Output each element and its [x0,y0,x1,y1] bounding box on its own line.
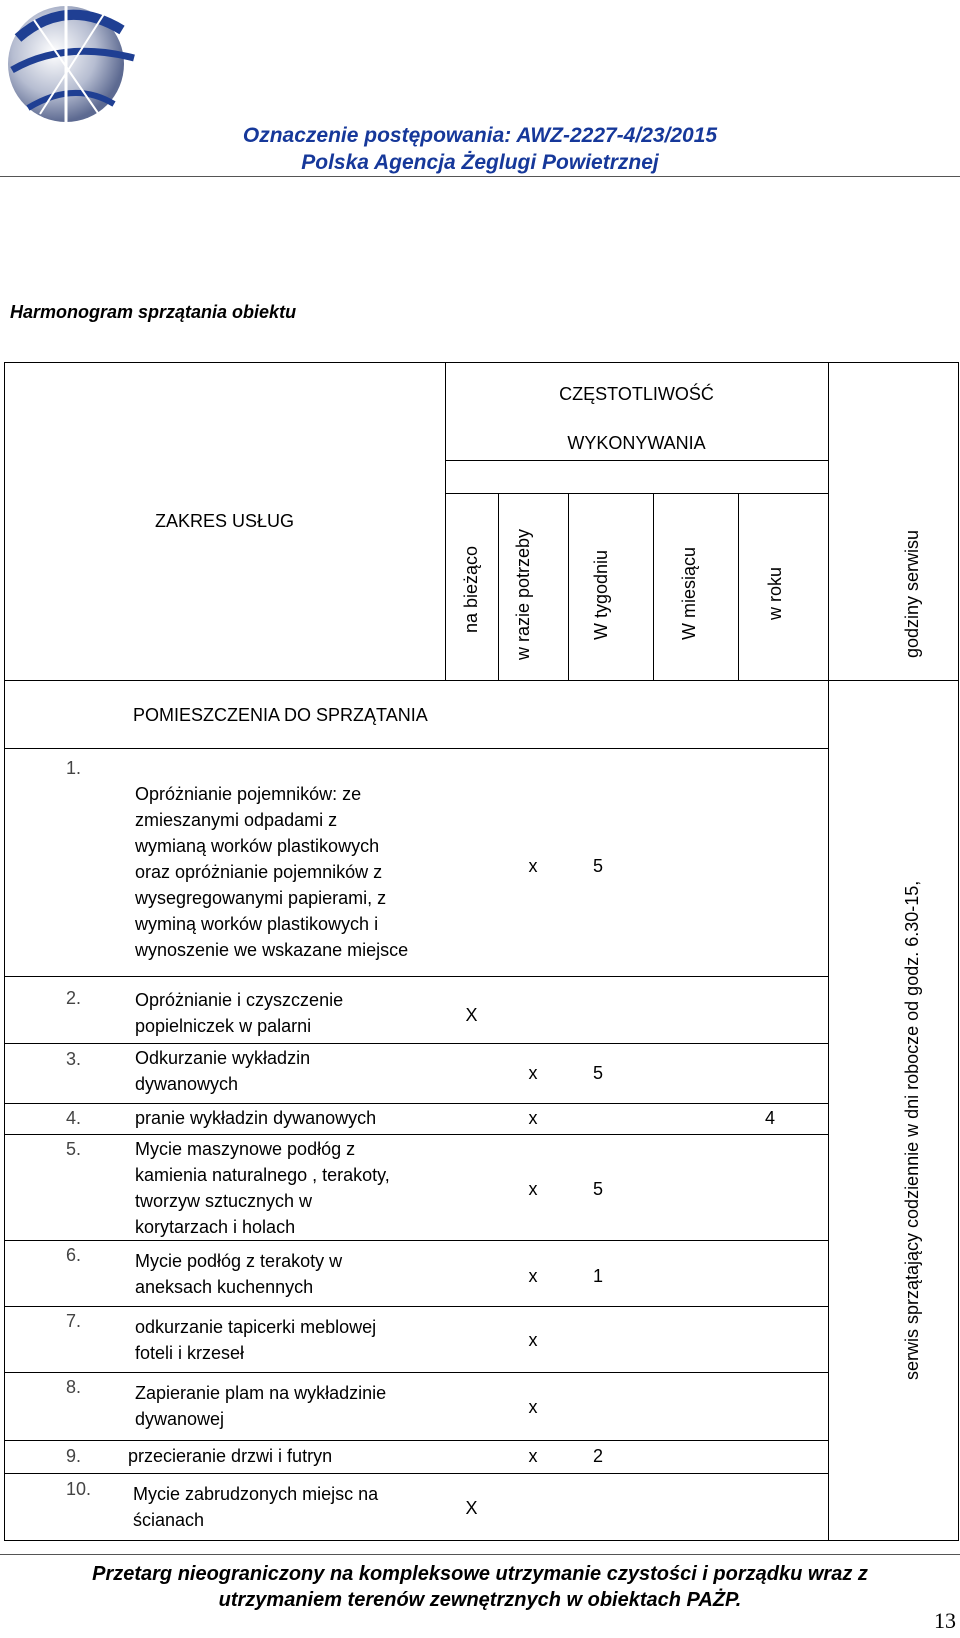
row-number: 7. [66,1311,82,1331]
row-description-line: oraz opróżnianie pojemników z [135,862,383,882]
col-divider [738,493,739,680]
row-description-line: przecieranie drzwi i futryn [128,1446,333,1466]
col-divider [568,493,569,680]
row-description-line: zmieszanymi odpadami z [135,810,338,830]
row-divider [4,1440,828,1441]
page-number: 13 [934,1608,956,1633]
row-description-line: dywanowych [135,1074,239,1094]
row-number: 5. [66,1139,82,1159]
row-number: 4. [66,1108,82,1128]
header-divider [0,176,960,177]
row-divider [445,493,828,494]
row-number: 10. [66,1479,92,1499]
as-needed-mark: x [528,1108,538,1128]
row-description-line: Opróżnianie pojemników: ze [135,784,362,804]
row-description-line: ścianach [133,1510,205,1530]
row-description-line: Odkurzanie wykładzin [135,1048,311,1068]
row-description-line: wyminą worków plastikowych i [135,914,379,934]
row-number: 8. [66,1377,82,1397]
current-mark: X [465,1005,478,1025]
current-mark: X [465,1498,478,1518]
row-divider [4,976,828,977]
row-divider [4,1043,828,1044]
weekly-count: 1 [592,1266,603,1286]
row-description-line: Mycie podłóg z terakoty w [135,1251,343,1271]
row-description-line: Mycie maszynowe podłóg z [135,1139,356,1159]
col-header-weekly: W tygodniu [591,549,611,640]
table-border-top [4,362,959,363]
row-description-line: korytarzach i holach [135,1217,296,1237]
table-border-bottom [4,1540,959,1541]
footer-line-2: utrzymaniem terenów zewnętrznych w obiektach PAŻP. [218,1589,742,1611]
col-header-current: na bieżąco [461,545,481,633]
row-divider [4,680,959,681]
as-needed-mark: x [528,1179,538,1199]
weekly-count: 5 [592,856,603,876]
row-description-line: dywanowej [135,1409,225,1429]
row-number: 3. [66,1049,82,1069]
row-divider [4,1240,828,1241]
as-needed-mark: x [528,1397,538,1417]
row-description-line: pranie wykładzin dywanowych [135,1108,377,1128]
section-heading: POMIESZCZENIA DO SPRZĄTANIA [133,705,428,725]
row-number: 1. [66,758,82,778]
frequency-header: CZĘSTOTLIWOŚĆ [559,384,714,404]
service-hours-value: serwis sprzątający codziennie w dni robocze od godz. 6.30-15, [902,880,922,1380]
as-needed-mark: x [528,1446,538,1466]
row-description-line: popielniczek w palarni [135,1016,312,1036]
document-title: Harmonogram sprzątania obiektu [10,302,297,322]
frequency-header-2: WYKONYWANIA [567,433,706,453]
row-description-line: wysegregowanymi papierami, z [135,888,387,908]
col-header-yearly: w roku [765,566,785,620]
col-divider [653,493,654,680]
row-divider [4,748,828,749]
col-header-monthly: W miesiącu [679,546,699,640]
row-divider [4,1473,828,1474]
footer-divider [0,1554,960,1555]
row-divider [4,1103,828,1104]
as-needed-mark: x [528,1063,538,1083]
row-description-line: kamienia naturalnego , terakoty, [135,1165,390,1185]
row-divider [445,460,828,461]
row-number: 2. [66,988,82,1008]
row-description-line: tworzyw sztucznych w [135,1191,313,1211]
row-number: 9. [66,1446,82,1466]
yearly-count: 4 [764,1108,775,1128]
row-description-line: Zapieranie plam na wykładzinie [135,1383,387,1403]
row-divider [4,1306,828,1307]
row-description-line: wynoszenie we wskazane miejsce [135,940,409,960]
row-divider [4,1134,828,1135]
row-description-line: wymianą worków plastikowych [135,836,380,856]
footer-line-1: Przetarg nieograniczony na kompleksowe utrzymanie czystości i porządku wraz z [92,1563,868,1585]
as-needed-mark: x [528,1330,538,1350]
table-border-inner-right [828,362,829,1540]
col-divider [498,493,499,680]
table-border-right [958,362,959,1540]
col-header-as-needed: w razie potrzeby [513,528,533,660]
pazp-logo [4,0,144,124]
scope-header: ZAKRES USŁUG [154,511,295,531]
row-description-line: odkurzanie tapicerki meblowej [135,1317,377,1337]
col-header-service-hours: godziny serwisu [902,529,922,658]
row-number: 6. [66,1245,82,1265]
row-description-line: Opróżnianie i czyszczenie [135,990,344,1010]
agency-header: Polska Agencja Żeglugi Powietrznej [301,151,659,174]
as-needed-mark: x [528,1266,538,1286]
row-description-line: foteli i krzeseł [135,1343,245,1363]
weekly-count: 2 [592,1446,603,1466]
weekly-count: 5 [592,1179,603,1199]
col-divider [445,362,446,680]
as-needed-mark: x [528,856,538,876]
weekly-count: 5 [592,1063,603,1083]
procedure-header: Oznaczenie postępowania: AWZ-2227-4/23/2015 [242,124,718,147]
row-divider [4,1372,828,1373]
table-border-left [4,362,5,1540]
row-description-line: Mycie zabrudzonych miejsc na [133,1484,379,1504]
row-description-line: aneksach kuchennych [135,1277,314,1297]
